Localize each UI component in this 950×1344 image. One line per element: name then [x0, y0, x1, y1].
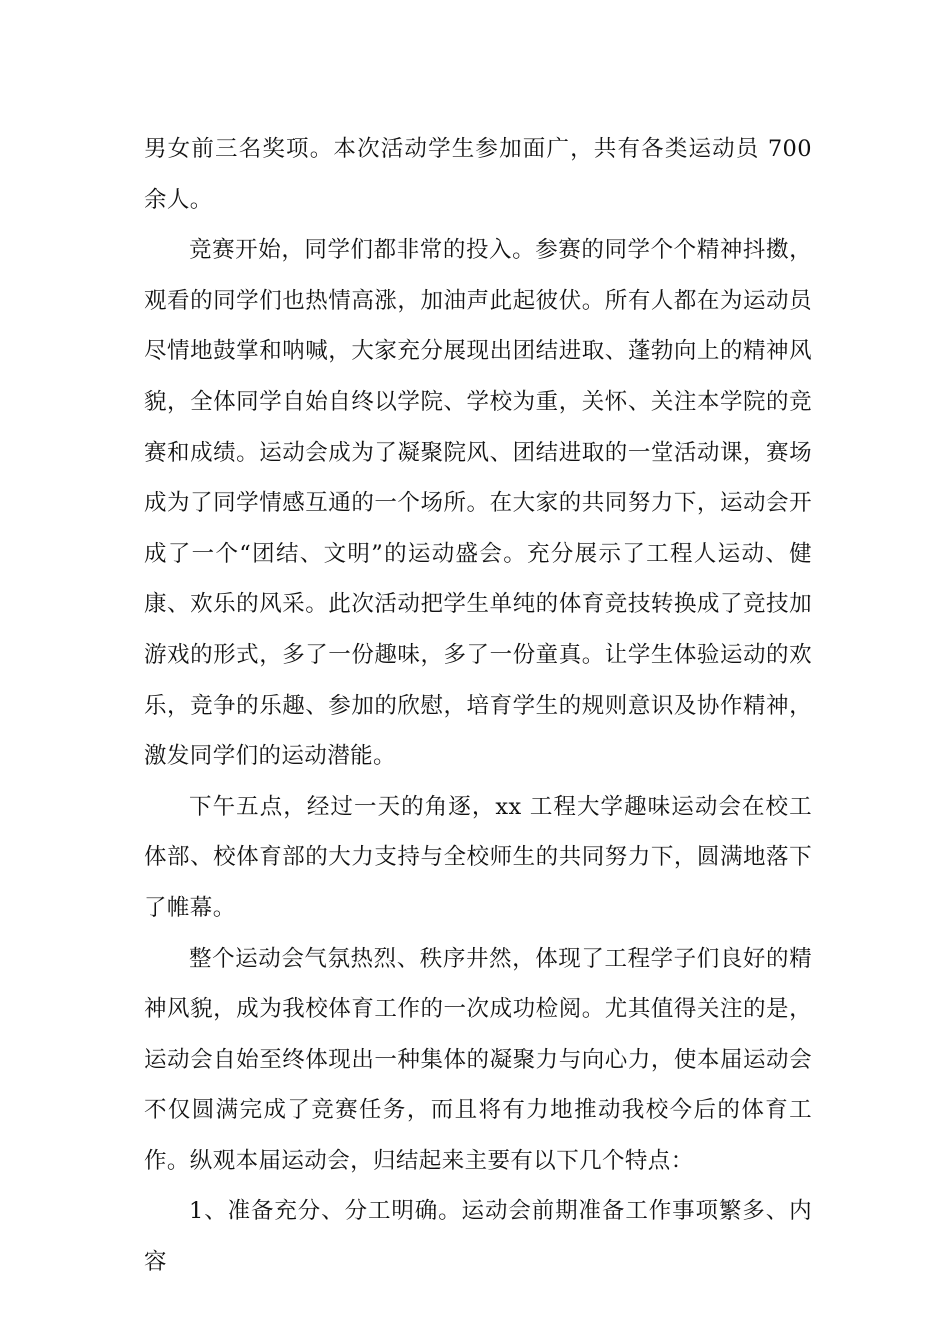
paragraph-closing: 下午五点，经过一天的角逐，xx 工程大学趣味运动会在校工体部、校体育部的大力支持与全校师生的共同努力下，圆满地落下了帷幕。	[144, 793, 812, 921]
paragraph-feature-1: 1、准备充分、分工明确。运动会前期准备工作事项繁多、内容	[144, 1198, 812, 1276]
paragraph-award-summary: 男女前三名奖项。本次活动学生参加面广，共有各类运动员 700 余人。	[144, 136, 812, 213]
paragraph-overall-review: 整个运动会气氛热烈、秩序井然，体现了工程学子们良好的精神风貌，成为我校体育工作的一次成功检阅。尤其值得关注的是，运动会自始至终体现出一种集体的凝聚力与向心力，使本届运动会不仅圆满完成了竞赛任务，而且将有力地推动我校今后的体育工作。纵观本届运动会，归结起来主要有以下几个特点：	[144, 945, 812, 1174]
document-page	[144, 124, 812, 1288]
paragraph-competition-start: 竞赛开始，同学们都非常的投入。参赛的同学个个精神抖擞，观看的同学们也热情高涨，加油声此起彼伏。所有人都在为运动员尽情地鼓掌和呐喊，大家充分展现出团结进取、蓬勃向上的精神风貌，全体同学自始自终以学院、学校为重，关怀、关注本学院的竞赛和成绩。运动会成为了凝聚院风、团结进取的一堂活动课，赛场成为了同学情感互通的一个场所。在大家的共同努力下，运动会开成了一个“团结、文明”的运动盛会。充分展示了工程人运动、健康、欢乐的风采。此次活动把学生单纯的体育竞技转换成了竞技加游戏的形式，多了一份趣味，多了一份童真。让学生体验运动的欢乐，竞争的乐趣、参加的欣慰，培育学生的规则意识及协作精神，激发同学们的运动潜能。	[144, 237, 812, 770]
